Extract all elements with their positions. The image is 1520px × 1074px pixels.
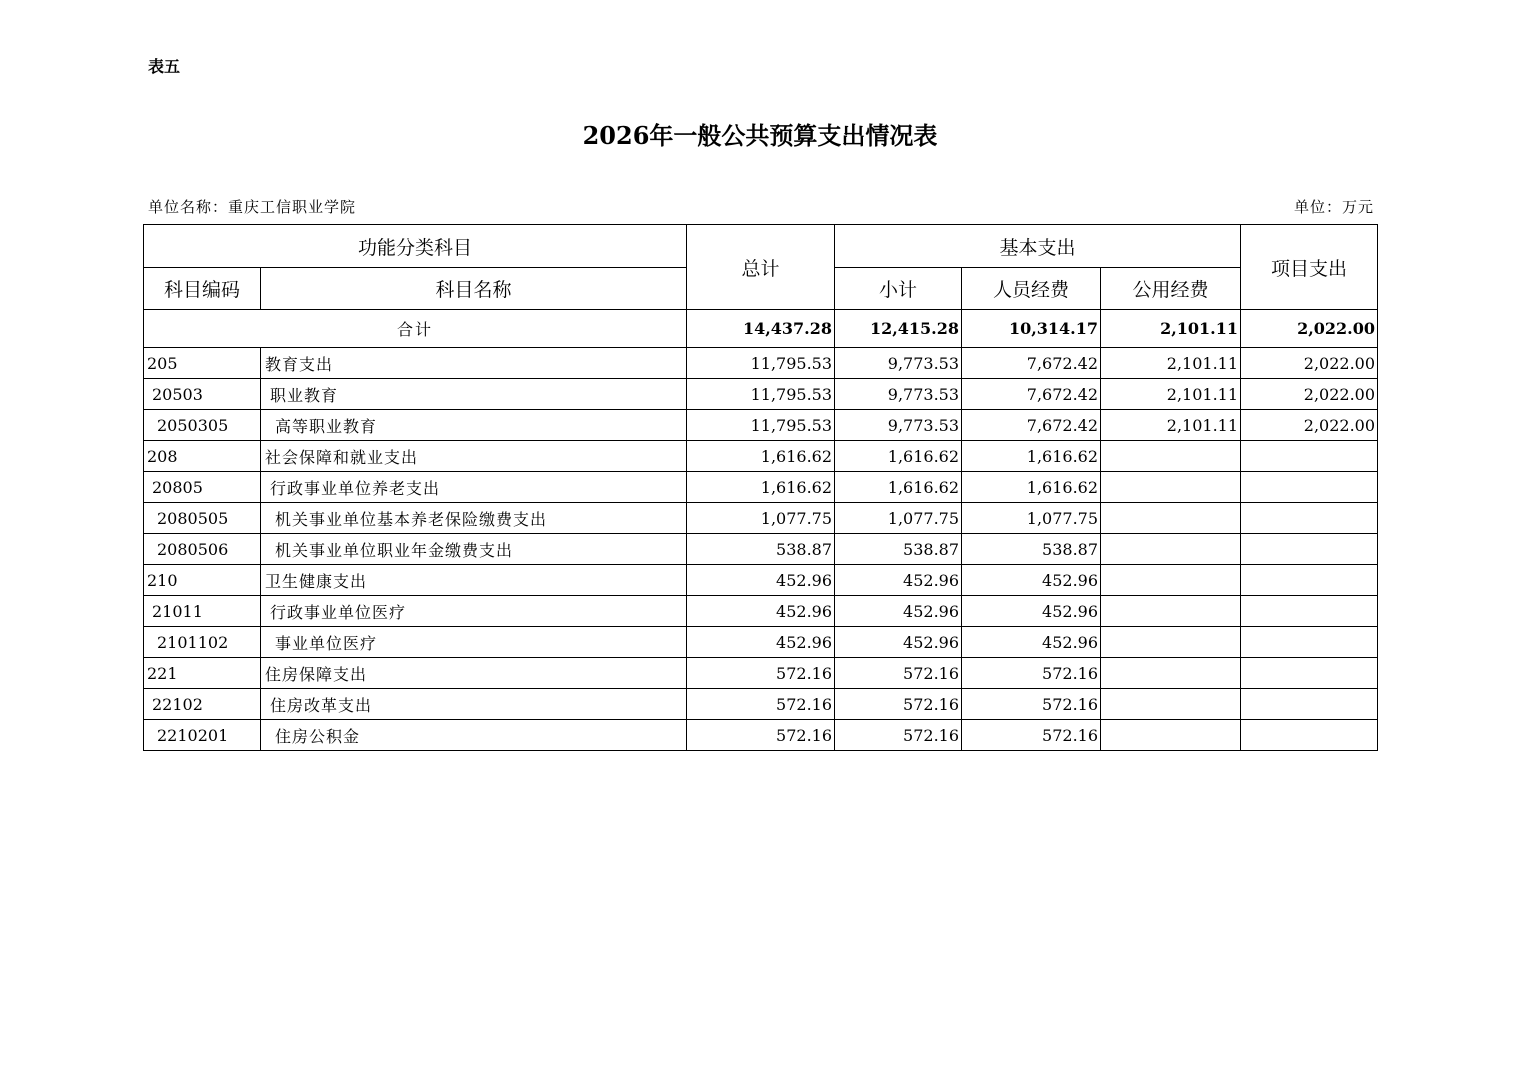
cell-public: 2,101.11: [1101, 348, 1241, 379]
cell-public: 2,101.11: [1101, 410, 1241, 441]
cell-subtotal: 452.96: [835, 565, 962, 596]
cell-subtotal: 1,616.62: [835, 472, 962, 503]
table-row: [144, 534, 1378, 565]
cell-total: 452.96: [687, 627, 835, 658]
cell-personnel: 452.96: [962, 596, 1101, 627]
cell-code: 20805: [144, 472, 261, 503]
cell-project: 2,022.00: [1241, 379, 1378, 410]
cell-subtotal: 572.16: [835, 689, 962, 720]
cell-project: [1241, 658, 1378, 689]
cell-name: 职业教育: [261, 379, 687, 410]
cell-total: 452.96: [687, 565, 835, 596]
cell-code: 210: [144, 565, 261, 596]
cell-code: 208: [144, 441, 261, 472]
cell-subtotal: 1,616.62: [835, 441, 962, 472]
cell-personnel: 1,616.62: [962, 472, 1101, 503]
cell-subtotal: 9,773.53: [835, 379, 962, 410]
cell-code: 2101102: [144, 627, 261, 658]
cell-subtotal: 572.16: [835, 658, 962, 689]
header-basic-expense: 基本支出: [835, 225, 1241, 268]
cell-project: [1241, 472, 1378, 503]
table-row: [144, 410, 1378, 441]
cell-public: [1101, 720, 1241, 751]
cell-code: 2080505: [144, 503, 261, 534]
table-body: [144, 310, 1378, 751]
cell-project: [1241, 534, 1378, 565]
header-row-top: [144, 225, 1378, 268]
cell-code: 2210201: [144, 720, 261, 751]
cell-personnel: 572.16: [962, 658, 1101, 689]
currency-unit-label: 单位：万元: [1293, 198, 1374, 216]
cell-total: 452.96: [687, 596, 835, 627]
cell-total: 572.16: [687, 689, 835, 720]
cell-public: [1101, 565, 1241, 596]
cell-public: [1101, 503, 1241, 534]
cell-total: 11,795.53: [687, 379, 835, 410]
cell-total: 538.87: [687, 534, 835, 565]
cell-personnel: 1,077.75: [962, 503, 1101, 534]
cell-name: 住房改革支出: [261, 689, 687, 720]
table-row: [144, 565, 1378, 596]
cell-public: [1101, 441, 1241, 472]
sum-personnel: 10,314.17: [962, 310, 1101, 348]
cell-personnel: 7,672.42: [962, 348, 1101, 379]
header-code: 科目编码: [144, 268, 261, 310]
cell-subtotal: 538.87: [835, 534, 962, 565]
cell-public: [1101, 689, 1241, 720]
cell-code: 2050305: [144, 410, 261, 441]
cell-subtotal: 572.16: [835, 720, 962, 751]
cell-name: 住房保障支出: [261, 658, 687, 689]
budget-table: [143, 224, 1378, 751]
cell-name: 机关事业单位基本养老保险缴费支出: [261, 503, 687, 534]
unit-name-label: 单位名称：重庆工信职业学院: [148, 198, 357, 216]
header-subtotal: 小计: [835, 268, 962, 310]
cell-project: [1241, 596, 1378, 627]
cell-subtotal: 9,773.53: [835, 348, 962, 379]
cell-project: [1241, 565, 1378, 596]
cell-public: [1101, 596, 1241, 627]
table-row: [144, 379, 1378, 410]
cell-subtotal: 9,773.53: [835, 410, 962, 441]
cell-total: 572.16: [687, 658, 835, 689]
header-name: 科目名称: [261, 268, 687, 310]
cell-project: [1241, 720, 1378, 751]
cell-name: 卫生健康支出: [261, 565, 687, 596]
sum-row: [144, 310, 1378, 348]
cell-name: 教育支出: [261, 348, 687, 379]
table-row: [144, 348, 1378, 379]
cell-public: [1101, 627, 1241, 658]
cell-total: 1,616.62: [687, 441, 835, 472]
cell-personnel: 452.96: [962, 565, 1101, 596]
table-row: [144, 441, 1378, 472]
cell-project: [1241, 627, 1378, 658]
cell-subtotal: 1,077.75: [835, 503, 962, 534]
cell-name: 行政事业单位养老支出: [261, 472, 687, 503]
cell-name: 社会保障和就业支出: [261, 441, 687, 472]
cell-name: 住房公积金: [261, 720, 687, 751]
table-row: [144, 720, 1378, 751]
cell-public: [1101, 658, 1241, 689]
table-row: [144, 472, 1378, 503]
cell-project: 2,022.00: [1241, 348, 1378, 379]
cell-total: 572.16: [687, 720, 835, 751]
cell-name: 高等职业教育: [261, 410, 687, 441]
cell-subtotal: 452.96: [835, 627, 962, 658]
cell-public: 2,101.11: [1101, 379, 1241, 410]
cell-name: 机关事业单位职业年金缴费支出: [261, 534, 687, 565]
cell-code: 21011: [144, 596, 261, 627]
header-personnel: 人员经费: [962, 268, 1101, 310]
sum-subtotal: 12,415.28: [835, 310, 962, 348]
cell-code: 205: [144, 348, 261, 379]
sum-project: 2,022.00: [1241, 310, 1378, 348]
cell-personnel: 538.87: [962, 534, 1101, 565]
cell-personnel: 7,672.42: [962, 410, 1101, 441]
cell-code: 22102: [144, 689, 261, 720]
cell-personnel: 572.16: [962, 689, 1101, 720]
cell-code: 221: [144, 658, 261, 689]
table-row: [144, 503, 1378, 534]
cell-public: [1101, 472, 1241, 503]
cell-code: 20503: [144, 379, 261, 410]
header-func-category: 功能分类科目: [144, 225, 687, 268]
cell-personnel: 1,616.62: [962, 441, 1101, 472]
table-number-tag: 表五: [148, 57, 181, 76]
cell-subtotal: 452.96: [835, 596, 962, 627]
cell-project: 2,022.00: [1241, 410, 1378, 441]
cell-total: 1,077.75: [687, 503, 835, 534]
table-row: [144, 627, 1378, 658]
cell-project: [1241, 503, 1378, 534]
page-title: 2026年一般公共预算支出情况表: [582, 121, 938, 150]
header-total: 总计: [687, 225, 835, 310]
header-public: 公用经费: [1101, 268, 1241, 310]
sum-label: 合计: [144, 310, 687, 348]
cell-total: 11,795.53: [687, 348, 835, 379]
cell-total: 11,795.53: [687, 410, 835, 441]
sum-total: 14,437.28: [687, 310, 835, 348]
cell-personnel: 452.96: [962, 627, 1101, 658]
sum-public: 2,101.11: [1101, 310, 1241, 348]
cell-total: 1,616.62: [687, 472, 835, 503]
cell-code: 2080506: [144, 534, 261, 565]
cell-project: [1241, 441, 1378, 472]
cell-name: 事业单位医疗: [261, 627, 687, 658]
header-project-expense: 项目支出: [1241, 225, 1378, 310]
table-row: [144, 596, 1378, 627]
cell-name: 行政事业单位医疗: [261, 596, 687, 627]
cell-project: [1241, 689, 1378, 720]
table-row: [144, 689, 1378, 720]
cell-personnel: 572.16: [962, 720, 1101, 751]
table-row: [144, 658, 1378, 689]
cell-public: [1101, 534, 1241, 565]
cell-personnel: 7,672.42: [962, 379, 1101, 410]
